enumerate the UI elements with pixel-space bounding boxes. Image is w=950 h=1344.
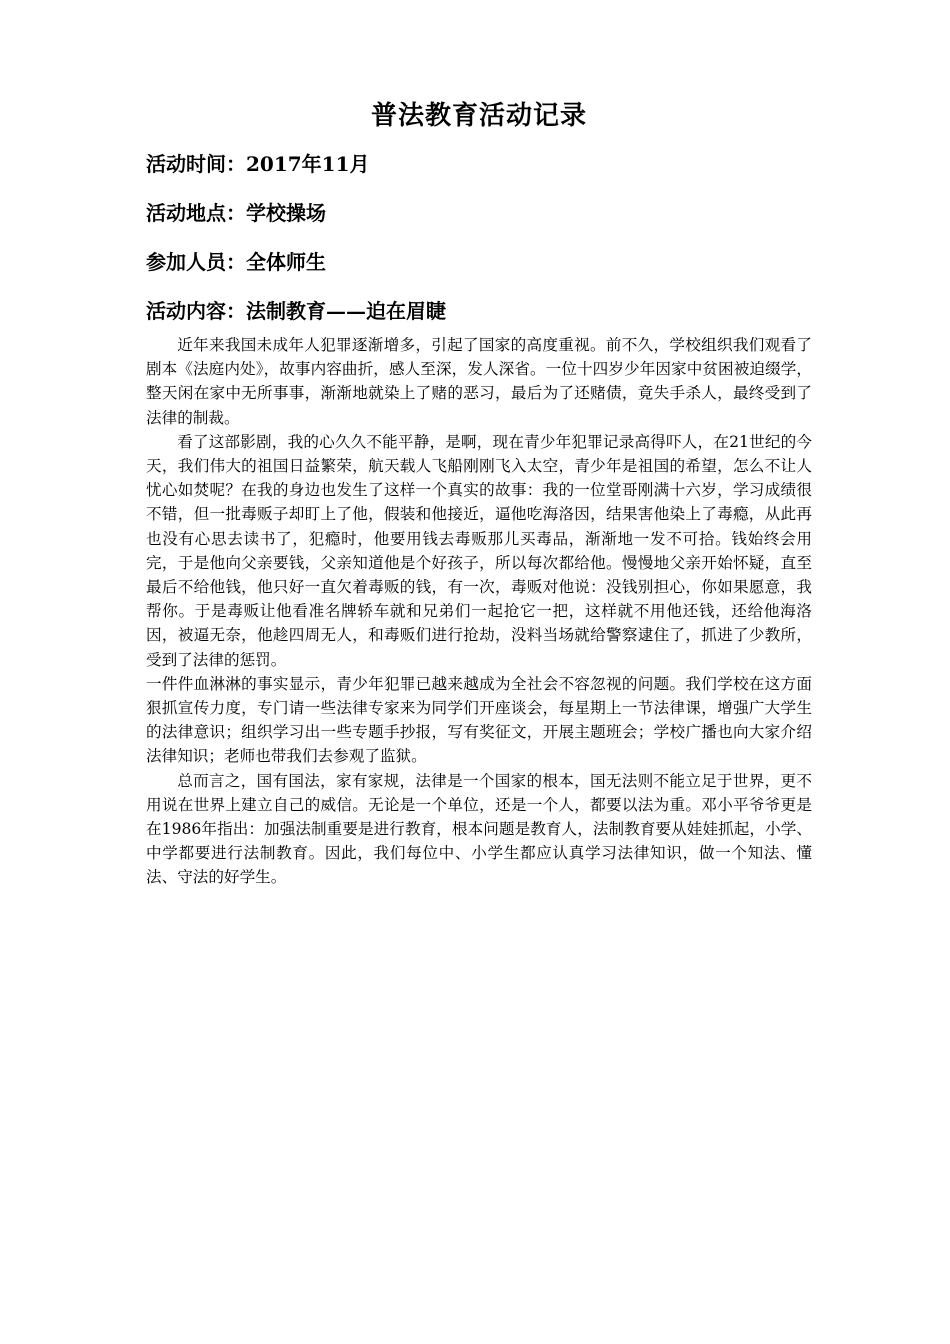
activity-time-line — [146, 150, 812, 178]
activity-time-label: 活动时间： — [146, 152, 246, 176]
body-paragraph-3: 一件件血淋淋的事实显示，青少年犯罪已越来越成为全社会不容忽视的问题。我们学校在这方面狠抓宣传力度，专门请一些法律专家来为同学们开座谈会，每星期上一节法律课，增强广大学生的法律意识；组织学习出一些专题手抄报，写有奖征文，开展主题班会；学校广播也向大家介绍法律知识；老师也带我们去参观了监狱。 — [146, 674, 812, 766]
document-body — [146, 333, 812, 890]
activity-content-label: 活动内容： — [146, 299, 246, 323]
activity-content-value: 法制教育——迫在眉睫 — [246, 299, 446, 323]
body-paragraph-4: 总而言之，国有国法，家有家规，法律是一个国家的根本，国无法则不能立足于世界，更不用说在世界上建立自己的威信。无论是一个单位，还是一个人，都要以法为重。邓小平爷爷更是在1986年指出：加强法制重要是进行教育，根本问题是教育人，法制教育要从娃娃抓起，小学、中学都要进行法制教育。因此，我们每位中、小学生都应认真学习法律知识，做一个知法、懂法、守法的好学生。 — [146, 771, 812, 887]
activity-location-label: 活动地点： — [146, 201, 246, 225]
body-paragraph-2: 看了这部影剧，我的心久久不能平静，是啊，现在青少年犯罪记录高得吓人，在21世纪的今天，我们伟大的祖国日益繁荣，航天载人飞船刚刚飞入太空，青少年是祖国的希望，怎么不让人忧心如焚呢？在我的身边也发生了这样一个真实的故事：我的一位堂哥刚满十六岁，学习成绩很不错，但一批毒贩子却盯上了他，假装和他接近，逼他吃海洛因，结果害他染上了毒瘾，从此再也没有心思去读书了，犯瘾时，他要用钱去毒贩那儿买毒品，渐渐地一发不可拾。钱始终会用完，于是他向父亲要钱，父亲知道他是个好孩子，所以每次都给他。慢慢地父亲开始怀疑，直至最后不给他钱，他只好一直欠着毒贩的钱，有一次，毒贩对他说：没钱别担心，你如果愿意，我帮你。于是毒贩让他看准名牌轿车就和兄弟们一起抢它一把，这样就不用他还钱，还给他海洛因，被逼无奈，他趁四周无人，和毒贩们进行抢劫，没料当场就给警察逮住了，抓进了少教所，受到了法律的惩罚。 — [146, 432, 812, 669]
activity-location-value: 学校操场 — [246, 201, 326, 225]
body-paragraph-1: 近年来我国未成年人犯罪逐渐增多，引起了国家的高度重视。前不久，学校组织我们观看了剧本《法庭内处》，故事内容曲折，感人至深，发人深省。一位十四岁少年因家中贫困被迫缀学，整天闲在家中无所事事，渐渐地就染上了赌的恶习，最后为了还赌债，竟失手杀人，最终受到了法律的制裁。 — [146, 336, 812, 427]
activity-content-line — [146, 297, 812, 325]
activity-location-line — [146, 199, 812, 227]
activity-time-value: 2017年11月 — [246, 152, 370, 176]
participants-line — [146, 248, 812, 276]
participants-label: 参加人员： — [146, 250, 246, 274]
document-title: 普法教育活动记录 — [370, 101, 587, 131]
document-content — [146, 96, 812, 890]
participants-value: 全体师生 — [246, 250, 326, 274]
